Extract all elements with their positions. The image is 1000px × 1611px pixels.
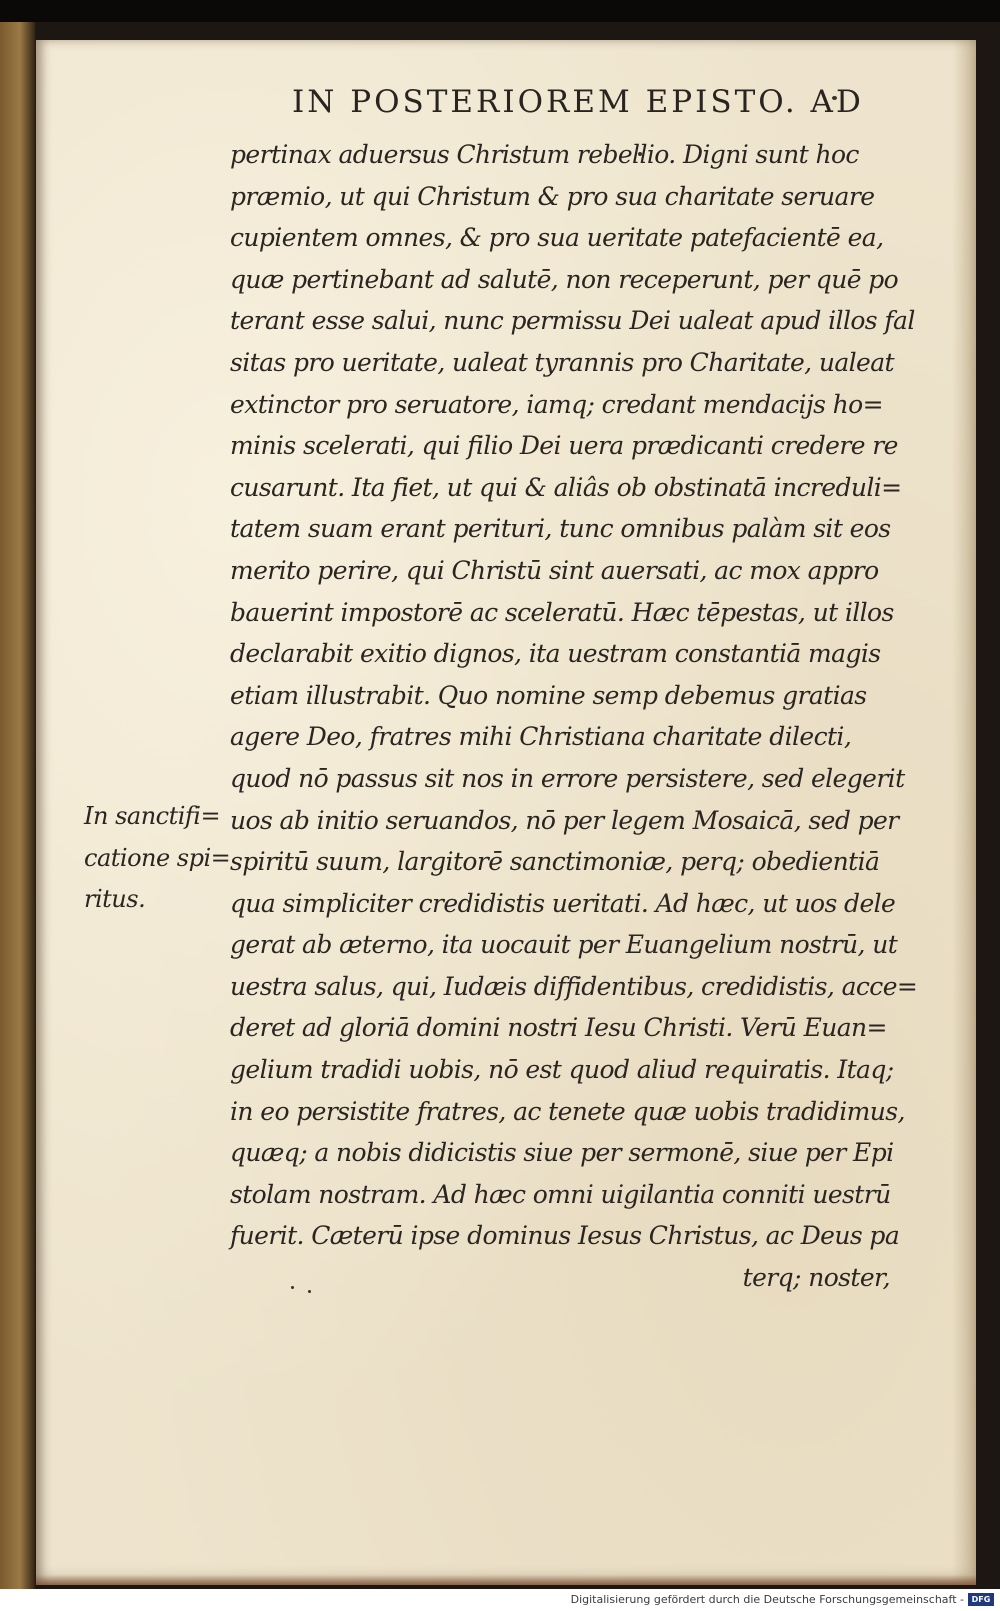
text-line: minis scelerati, qui filio Dei uera prædicanti credere re: [230, 431, 898, 461]
text-line: fuerit. Cæterū ipse dominus Iesus Christus, ac Deus pa: [230, 1221, 900, 1251]
text-line: uestra salus, qui, Iudæis diffidentibus, credidistis, acce=: [230, 971, 918, 1001]
footer-bar: [0, 1589, 1000, 1611]
text-line: in eo persistite fratres, ac tenete quæ uobis tradidimus,: [230, 1096, 905, 1126]
text-line: sitas pro ueritate, ualeat tyrannis pro Charitate, ualeat: [230, 347, 894, 377]
marginal-note-line: ritus.: [84, 885, 146, 914]
text-line: declarabit exitio dignos, ita uestram constantiā magis: [230, 639, 881, 669]
text-line: tatem suam erant perituri, tunc omnibus palàm sit eos: [230, 514, 891, 544]
page-edge-shadow: [952, 40, 976, 1585]
text-line: deret ad gloriā domini nostri Iesu Christi. Verū Euan=: [230, 1013, 887, 1043]
text-line: spiritū suum, largitorē sanctimoniæ, perq; obedientiā: [230, 847, 880, 877]
text-line: agere Deo, fratres mihi Christiana charitate dilecti,: [230, 722, 852, 752]
text-line: præmio, ut qui Christum & pro sua charitate seruare: [230, 181, 875, 211]
text-line: gerat ab æterno, ita uocauit per Euangelium nostrū, ut: [230, 930, 898, 960]
text-line: merito perire, qui Christū sint auersati, ac mox appro: [230, 555, 879, 585]
text-line: quæq; a nobis didicistis siue per sermonē, siue per Epi: [230, 1138, 894, 1168]
text-line: stolam nostram. Ad hæc omni uigilantia conniti uestrū: [230, 1179, 891, 1209]
text-line: cusarunt. Ita fiet, ut qui & aliâs ob obstinatā increduli=: [230, 472, 902, 502]
marginal-note: [84, 796, 234, 921]
text-line: bauerint impostorē ac sceleratū. Hæc tēpestas, ut illos: [230, 597, 894, 627]
funding-notice: Digitalisierung gefördert durch die Deutsche Forschungsgemeinschaft -: [570, 1593, 964, 1606]
text-line: extinctor pro seruatore, iamq; credant mendacijs ho=: [230, 389, 883, 419]
text-line: etiam illustrabit. Quo nomine semp debemus gratias: [230, 680, 867, 710]
marginal-note-line: In sanctifi=: [84, 802, 221, 830]
body-text: [230, 134, 920, 1299]
text-line: quod nō passus sit nos in errore persistere, sed elegerit: [230, 763, 905, 793]
scan-top-border: [0, 0, 1000, 22]
dfg-logo: DFG: [968, 1593, 994, 1606]
page-bottom-shadow: [36, 1575, 976, 1585]
text-line: uos ab initio seruandos, nō per legem Mosaicā, sed per: [230, 805, 899, 835]
text-line: pertinax aduersus Christum rebellio. Digni sunt hoc: [230, 140, 859, 169]
marginal-note-line: catione spi=: [84, 843, 231, 872]
text-line: qua simpliciter credidistis ueritati. Ad hæc, ut uos dele: [230, 888, 896, 918]
running-head: IN POSTERIOREM EPISTO. AD: [292, 84, 864, 120]
catchword: terq; noster,: [742, 1263, 890, 1293]
text-line: terant esse salui, nunc permissu Dei ualeat apud illos fal: [230, 306, 915, 336]
text-line: gelium tradidi uobis, nō est quod aliud requiratis. Itaq;: [230, 1055, 894, 1085]
text-line: cupientem omnes, & pro sua ueritate patefacientē ea,: [230, 223, 884, 253]
text-line: quæ pertinebant ad salutē, non receperunt, per quē po: [230, 264, 899, 294]
